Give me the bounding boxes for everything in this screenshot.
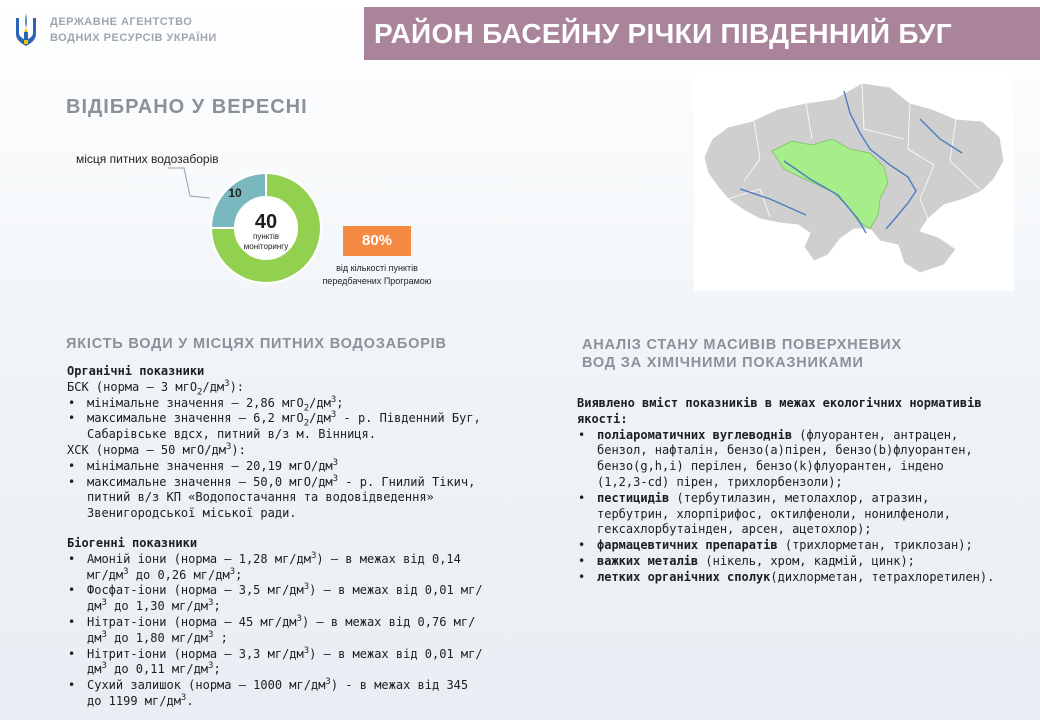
agency-logo (12, 10, 217, 50)
percent-caption-line1: від кількості пунктів (336, 263, 418, 273)
analysis-item (577, 554, 997, 570)
organic-heading: Органічні показники (67, 364, 205, 378)
right-title-line1: АНАЛІЗ СТАНУ МАСИВІВ ПОВЕРХНЕВИХ (582, 337, 902, 353)
chemical-analysis-text (577, 396, 997, 586)
list-item: • Нітрит-іони (норма – 3,3 $мг/дм^3$) – в межах від 0,01 $мг/дм^3$ до 0,11 $мг/дм^3$; (67, 647, 487, 679)
analysis-item-detail: (дихлорметан, тетрахлоретилен). (770, 569, 995, 584)
percent-caption (312, 262, 442, 288)
analysis-item-detail: (нікель, хром, кадмій, цинк); (698, 553, 915, 568)
analysis-item-group: важких металів (597, 553, 699, 568)
donut-slice-value-label: 10 (228, 186, 242, 200)
analysis-item (577, 491, 997, 538)
donut-center-text-2: моніторингу (243, 242, 289, 251)
biogenic-heading: Біогенні показники (67, 535, 198, 550)
list-item: • Фосфат-іони (норма – 3,5 $мг/дм^3$) – в межах від 0,01 $мг/дм^3$ до 1,30 $мг/дм^3$; (67, 583, 487, 615)
analysis-item-detail: (тербутилазин, метолахлор, атразин, тербутрин, хлорпірифос, октилфеноли, нонилфеноли, гексахлорбутаінден, арсен, ацетохлор); (597, 490, 952, 537)
list-item: • мінімальне значення – 20,19 мгО/$дм^3$ (67, 459, 487, 475)
list-item: • максимальне значення – 50,0 мгО/$дм^3$ - р. Гнилий Тікич, питний в/з КП «Водопостачання та водовідведення» Звенигородської міської ради. (67, 475, 487, 522)
analysis-item-group: пестицидів (597, 490, 670, 505)
list-item: • мінімальне значення – 2,86 $мгО_2/дм^3$; (67, 396, 487, 412)
agency-name-line1: ДЕРЖАВНЕ АГЕНТСТВО (50, 16, 193, 28)
ukraine-basin-map (694, 69, 1014, 291)
right-section-title (582, 336, 902, 372)
list-item: • Нітрат-іони (норма – 45 $мг/дм^3$) – в межах від 0,76 $мг/дм^3$ до 1,80 $мг/дм^3$ ; (67, 615, 487, 647)
monitoring-donut-chart (150, 150, 330, 290)
percent-badge: 80% (343, 226, 411, 256)
xsk-line: ХСК (норма – 50 мгО/$дм^3$): (67, 441, 246, 457)
donut-callout-label: місця питних водозаборів (76, 152, 219, 166)
right-title-line2: ВОД ЗА ХІМІЧНИМИ ПОКАЗНИКАМИ (582, 355, 864, 371)
analysis-item (577, 538, 997, 554)
analysis-intro: Виявлено вміст показників в межах екологічних нормативів якості: (577, 396, 982, 426)
donut-center-value: 40 (254, 211, 278, 233)
analysis-item-group: поліароматичних вуглеводнів (597, 427, 793, 442)
bsk-line: БСК (норма – 3 $мгО_2/дм^3$): (67, 378, 245, 398)
water-quality-text (67, 364, 487, 710)
analysis-item (577, 428, 997, 491)
list-item: • Сухий залишок (норма – 1000 $мг/дм^3$) - в межах від 345 до 1199 $мг/дм^3$. (67, 678, 487, 710)
selected-heading: ВІДІБРАНО У ВЕРЕСНІ (66, 96, 308, 118)
analysis-item (577, 570, 997, 586)
left-section-title: ЯКІСТЬ ВОДИ У МІСЦЯХ ПИТНИХ ВОДОЗАБОРІВ (66, 336, 447, 352)
list-item: • максимальне значення – 6,2 $мгО_2/дм^3$ - р. Південний Буг, Сабарівське вдсх, питний в/з м. Вінниця. (67, 411, 487, 443)
analysis-list (577, 428, 997, 586)
analysis-item-group: фармацевтичних препаратів (597, 538, 778, 553)
page-title: РАЙОН БАСЕЙНУ РІЧКИ ПІВДЕННИЙ БУГ (364, 7, 1040, 60)
agency-name-line2: ВОДНИХ РЕСУРСІВ УКРАЇНИ (50, 32, 217, 44)
donut-center-text-1: пунктів (252, 232, 280, 241)
percent-caption-line2: передбачених Програмою (322, 276, 432, 286)
list-item: • Амоній іони (норма – 1,28 $мг/дм^3$) – в межах від 0,14 $мг/дм^3$ до 0,26 $мг/дм^3$; (67, 552, 487, 584)
analysis-item-group: летких органічних сполук (597, 569, 771, 584)
analysis-item-detail: (трихлорметан, триклозан); (777, 538, 973, 553)
analysis-item-detail: (флуорантен, антрацен, бензол, нафталін, бензо(а)пірен, бензо(b)флуорантен, бензо(g,h,i) перілен, бензо(k)флуорантен, індено (1,2,3-cd) пірен, трихлорбензоли); (597, 427, 973, 489)
trident-icon (12, 10, 40, 50)
